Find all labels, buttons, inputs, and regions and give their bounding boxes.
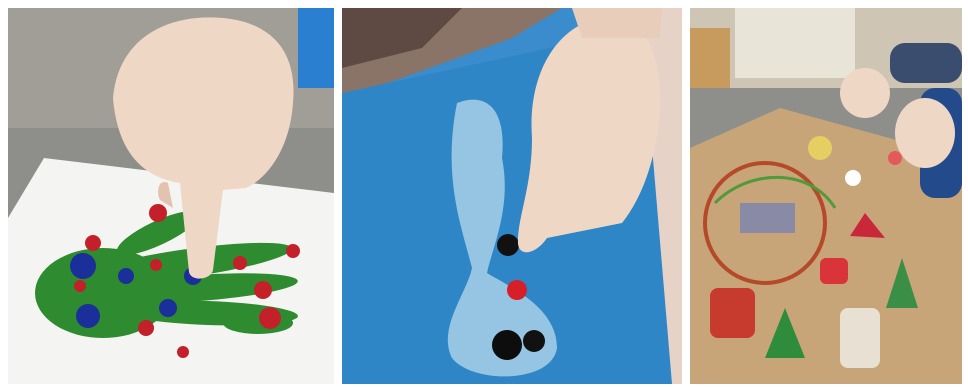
handprint-photo	[8, 8, 334, 384]
black-pompom	[492, 330, 522, 360]
gnome-sticker	[710, 288, 755, 338]
stickers-photo	[690, 8, 962, 384]
stickers-scene	[690, 8, 962, 384]
snowman-photo	[342, 8, 682, 384]
blue-scribble	[740, 203, 795, 233]
black-pompom	[497, 234, 519, 256]
small-sticker	[888, 151, 902, 165]
santa-sticker	[820, 258, 848, 284]
yellow-sun	[808, 136, 832, 160]
wooden-chair	[690, 28, 730, 88]
reindeer-sticker	[840, 308, 880, 368]
shelf	[735, 8, 855, 78]
red-pompom	[507, 280, 527, 300]
handprint-scene	[8, 8, 334, 384]
snowman-scene	[342, 8, 682, 384]
black-pompom	[523, 330, 545, 352]
small-sticker	[845, 170, 861, 186]
blue-object	[298, 8, 334, 88]
